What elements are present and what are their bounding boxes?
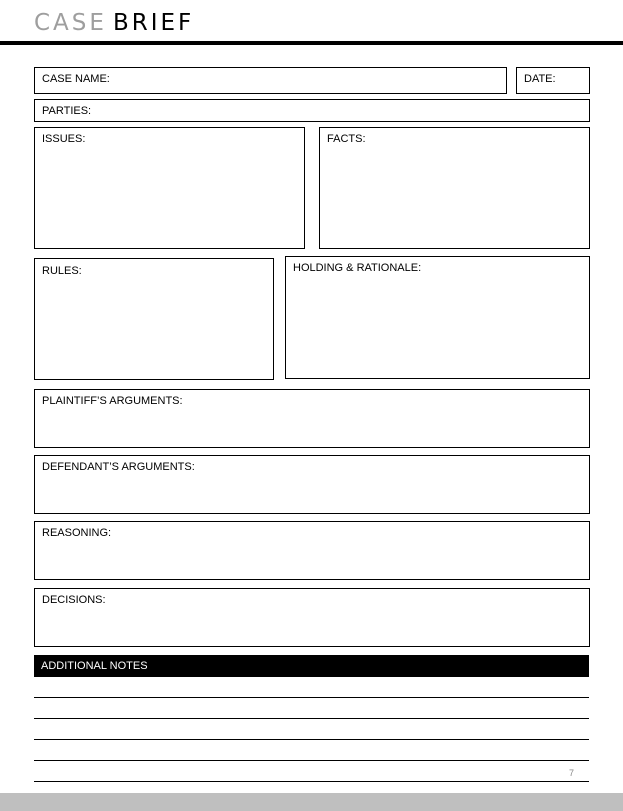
title-case: CASE (34, 10, 107, 36)
defendant-arguments-label: DEFENDANT’S ARGUMENTS: (42, 461, 195, 473)
holding-label: HOLDING & RATIONALE: (293, 262, 422, 274)
date-label: DATE: (524, 73, 556, 85)
notes-line[interactable] (34, 718, 589, 719)
notes-line[interactable] (34, 697, 589, 698)
case-name-field[interactable] (34, 67, 507, 94)
facts-field[interactable] (319, 127, 590, 249)
defendant-arguments-field[interactable] (34, 455, 590, 514)
decisions-field[interactable] (34, 588, 590, 647)
plaintiff-arguments-field[interactable] (34, 389, 590, 448)
holding-field[interactable] (285, 256, 590, 379)
plaintiff-arguments-label: PLAINTIFF’S ARGUMENTS: (42, 395, 183, 407)
parties-field[interactable] (34, 99, 590, 122)
additional-notes-label: ADDITIONAL NOTES (41, 660, 148, 672)
date-field[interactable] (516, 67, 590, 94)
page-number: 7 (569, 768, 575, 778)
issues-label: ISSUES: (42, 133, 86, 145)
reasoning-label: REASONING: (42, 527, 112, 539)
rules-field[interactable] (34, 258, 274, 380)
issues-field[interactable] (34, 127, 305, 249)
additional-notes-header (34, 655, 589, 677)
footer-band (0, 793, 623, 811)
facts-label: FACTS: (327, 133, 366, 145)
notes-line[interactable] (34, 739, 589, 740)
notes-line[interactable] (34, 760, 589, 761)
rules-label: RULES: (42, 265, 82, 277)
case-name-label: CASE NAME: (42, 73, 110, 85)
decisions-label: DECISIONS: (42, 594, 106, 606)
header-divider (0, 41, 623, 45)
title-brief: BRIEF (112, 10, 195, 36)
reasoning-field[interactable] (34, 521, 590, 580)
notes-line[interactable] (34, 781, 589, 782)
parties-label: PARTIES: (42, 105, 92, 117)
page-title (34, 10, 194, 36)
